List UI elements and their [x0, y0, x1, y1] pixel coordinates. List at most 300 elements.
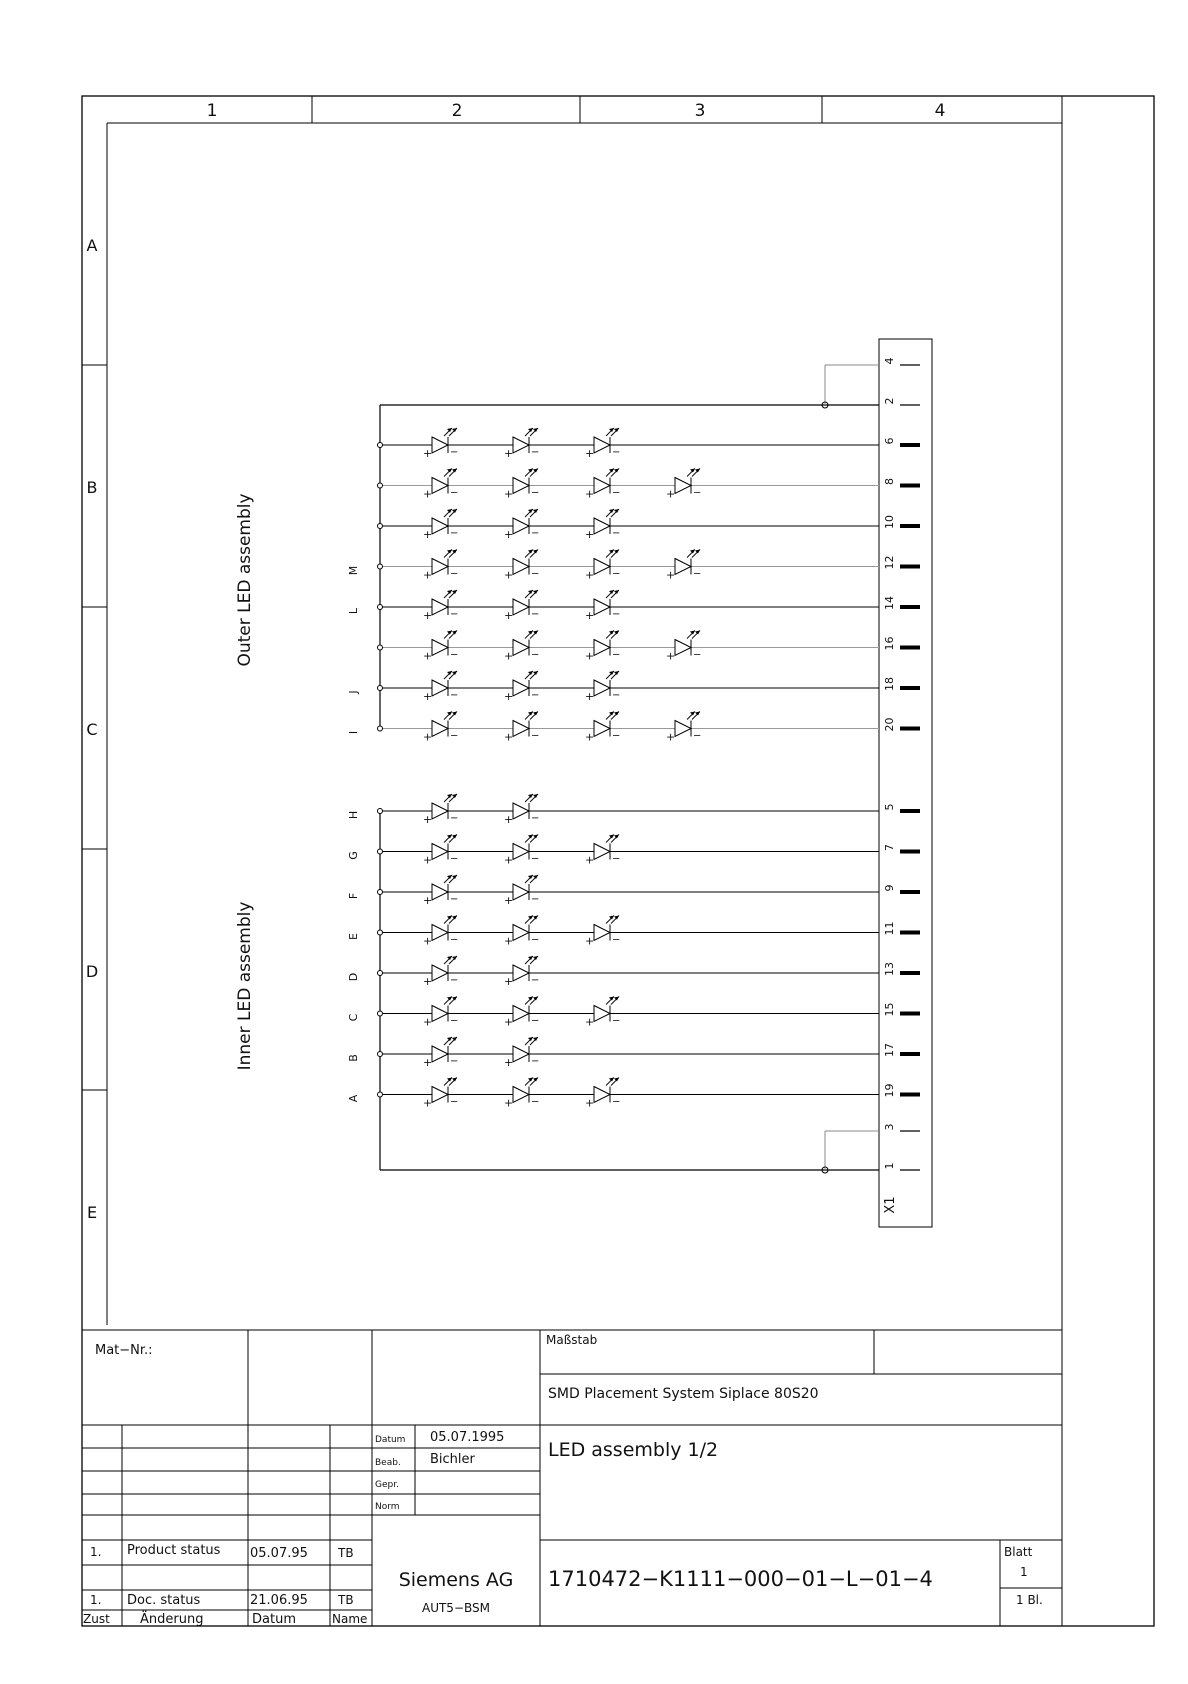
outer-row-6-4-led-plus: +	[666, 649, 676, 663]
outer-row-5-3-led-arrowhead-1	[609, 590, 614, 594]
inner-row-8-1-led-arrowhead-2	[452, 1078, 457, 1082]
outer-row-8-4-led-triangle	[675, 721, 691, 737]
inner-row-6-2-led-minus: −	[531, 1015, 540, 1027]
outer-row-6-junction	[378, 645, 383, 650]
inner-row-6-1-led-minus: −	[450, 1015, 459, 1027]
outer-row-8-1-led	[423, 712, 458, 744]
row-label-a: A	[86, 236, 98, 255]
outer-row-4-1-led-triangle	[432, 559, 448, 575]
inner-row-6-3-led-triangle	[594, 1006, 610, 1022]
outer-row-1-3-led-arrowhead-1	[609, 428, 614, 432]
outer-row-5-3-led-arrowhead-2	[614, 590, 619, 594]
inner-row-8-2-led-triangle	[513, 1087, 529, 1103]
outer-row-5-3-led	[585, 590, 620, 622]
outer-row-5-2-led-arrowhead-1	[528, 590, 533, 594]
blatt-value: 1	[1020, 1565, 1028, 1579]
inner-row-6-junction	[378, 1011, 383, 1016]
outer-row-3-2-led-plus: +	[504, 528, 514, 541]
outer-row-5-1-led-minus: −	[450, 609, 459, 620]
outer-row-1-2-led-triangle	[513, 437, 529, 453]
outer-row-3-3-led-arrowhead-2	[614, 509, 619, 513]
inner-row-4-1-led-triangle	[432, 925, 448, 941]
outer-row-5-3-led-triangle	[594, 599, 610, 615]
outer-row-2-1-led-arrowhead-2	[452, 469, 457, 473]
inner-row-1-1-led-plus: +	[423, 813, 433, 826]
inner-row-6-3-led-arrowhead-1	[609, 997, 614, 1001]
inner-row-5-1-led	[423, 956, 458, 988]
inner-row-1-2-led-arrowhead-1	[528, 794, 533, 798]
inner-row-4-2-led-triangle	[513, 925, 529, 941]
outer-row-1-2-led	[504, 428, 539, 460]
outer-row-3-3-led-triangle	[594, 518, 610, 534]
inner-row-8-2-led-minus: −	[531, 1096, 540, 1108]
connector-name: X1	[883, 1196, 898, 1214]
inner-row-1-1-led-triangle	[432, 803, 448, 819]
pin-label-2: 2	[883, 397, 896, 405]
outer-row-6-1-led-triangle	[432, 640, 448, 656]
inner-row-8-2-led-plus: +	[504, 1096, 514, 1110]
outer-row-7-2-led-arrowhead-1	[528, 671, 533, 675]
inner-row-5-1-led-triangle	[432, 965, 448, 981]
outer-row-7-1-led	[423, 671, 458, 703]
inner-row-3-1-led-minus: −	[450, 894, 459, 905]
inner-row-7-1-led-plus: +	[423, 1056, 433, 1069]
outer-row-6-3-led-plus: +	[585, 649, 595, 663]
outer-row-5-2-led-triangle	[513, 599, 529, 615]
inner-row-2-3-led-plus: +	[585, 853, 595, 867]
outer-row-7-junction	[378, 686, 383, 691]
outer-row-8-2-led	[504, 712, 539, 744]
inner-row-8-3-led-plus: +	[585, 1096, 595, 1110]
datum-value: 05.07.1995	[430, 1430, 505, 1445]
inner-row-2-3-led	[585, 835, 620, 867]
inner-row-5-label: D	[347, 972, 360, 982]
inner-row-4-2-led-plus: +	[504, 934, 514, 948]
outer-row-6-4-led-minus: −	[693, 649, 702, 661]
inner-row-7-2-led-triangle	[513, 1046, 529, 1062]
outer-row-6-1-led	[423, 631, 458, 663]
drawing-number: 1710472−K1111−000−01−L−01−4	[548, 1567, 933, 1591]
outer-row-5-junction	[378, 605, 383, 610]
outer-row-1-3-led-minus: −	[612, 447, 621, 458]
outer-row-1-3-led-triangle	[594, 437, 610, 453]
outer-row-4-3-led	[585, 550, 620, 582]
outer-row-3-1-led-minus: −	[450, 528, 459, 539]
inner-row-7-2-led-arrowhead-1	[528, 1037, 533, 1041]
outer-row-4-2-led-arrowhead-1	[528, 550, 533, 554]
inner-row-8-1-led-arrowhead-1	[447, 1078, 452, 1082]
title-block	[82, 1330, 1062, 1627]
inner-row-2-3-led-triangle	[594, 844, 610, 860]
outer-row-4-1-led-arrowhead-1	[447, 550, 452, 554]
outer-row-3-2-led-minus: −	[531, 528, 540, 539]
inner-row-2-label: G	[347, 851, 360, 860]
outer-row-4-1-led-arrowhead-2	[452, 550, 457, 554]
header-zust: Zust	[83, 1612, 110, 1626]
inner-row-2-2-led-plus: +	[504, 853, 514, 867]
outer-row-7-1-led-triangle	[432, 680, 448, 696]
header-date: Datum	[252, 1612, 296, 1627]
inner-row-5-1-led-arrowhead-2	[452, 956, 457, 960]
outer-row-7-3-led-triangle	[594, 680, 610, 696]
outer-row-8-1-led-arrowhead-1	[447, 712, 452, 716]
outer-row-6-pin-label: 16	[883, 636, 896, 651]
outer-row-7-1-led-arrowhead-1	[447, 671, 452, 675]
inner-row-7-1-led	[423, 1037, 458, 1069]
inner-row-6-3-led	[585, 997, 620, 1029]
inner-row-7-1-led-arrowhead-1	[447, 1037, 452, 1041]
outer-row-1-1-led-arrowhead-2	[452, 428, 457, 432]
inner-row-1-1-led-minus: −	[450, 813, 459, 824]
outer-row-7-2-led-plus: +	[504, 690, 514, 703]
inner-row-6-3-led-minus: −	[612, 1015, 621, 1027]
outer-row-8-3-led-minus: −	[612, 730, 621, 742]
inner-row-2-pin-label: 7	[883, 844, 896, 851]
outer-row-4-label: M	[347, 565, 360, 576]
outer-row-4-1-led-minus: −	[450, 568, 459, 580]
inner-row-5-1-led-arrowhead-1	[447, 956, 452, 960]
outer-row-2-3-led-minus: −	[612, 487, 621, 499]
inner-row-8-3-led-triangle	[594, 1087, 610, 1103]
outer-row-1-1-led-triangle	[432, 437, 448, 453]
inner-row-5-2-led-arrowhead-1	[528, 956, 533, 960]
outer-row-3-3-led-minus: −	[612, 528, 621, 539]
outer-row-6-1-led-plus: +	[423, 649, 433, 663]
row-label-b: B	[86, 478, 98, 497]
outer-row-3-2-led-arrowhead-2	[533, 509, 538, 513]
beab-label: Beab.	[375, 1458, 401, 1468]
row-label-d: D	[85, 962, 99, 981]
inner-row-8-3-led-minus: −	[612, 1096, 621, 1108]
outer-row-7-3-led	[585, 671, 620, 703]
outer-row-5-3-led-plus: +	[585, 609, 595, 622]
outer-row-2-1-led	[423, 469, 458, 501]
outer-row-6-1-led-minus: −	[450, 649, 459, 661]
inner-row-1-pin-label: 5	[883, 803, 896, 811]
outer-row-8-3-led-arrowhead-1	[609, 712, 614, 716]
outer-row-5-2-led-arrowhead-2	[533, 590, 538, 594]
inner-row-1-2-led	[504, 794, 539, 826]
outer-row-2-pin-label: 8	[883, 478, 896, 485]
inner-row-7-1-led-triangle	[432, 1046, 448, 1062]
outer-row-4-4-led-triangle	[675, 559, 691, 575]
outer-row-6-2-led-arrowhead-1	[528, 631, 533, 635]
outer-row-5-3-led-minus: −	[612, 609, 621, 620]
outer-row-1-3-led-arrowhead-2	[614, 428, 619, 432]
department: AUT5−BSM	[421, 1601, 491, 1615]
drawing-title: LED assembly 1/2	[548, 1439, 719, 1461]
inner-row-8-junction	[378, 1092, 383, 1097]
inner-row-7-2-led	[504, 1037, 539, 1069]
outer-row-5-2-led-plus: +	[504, 609, 514, 622]
outer-row-5-1-led-plus: +	[423, 609, 433, 622]
outer-row-2-4-led-arrowhead-2	[695, 469, 700, 473]
inner-row-3-pin-label: 9	[883, 884, 896, 892]
led-rows	[347, 428, 920, 1110]
inner-row-8-pin-label: 19	[883, 1083, 896, 1098]
datum-label: Datum	[375, 1435, 406, 1445]
inner-row-6-pin-label: 15	[883, 1002, 896, 1017]
outer-row-6-4-led-triangle	[675, 640, 691, 656]
inner-row-3-1-led-plus: +	[423, 894, 433, 907]
outer-row-2-2-led-arrowhead-1	[528, 469, 533, 473]
outer-row-8-label: I	[347, 730, 360, 735]
inner-row-8-1-led-plus: +	[423, 1096, 433, 1110]
outer-row-8-1-led-triangle	[432, 721, 448, 737]
inner-row-6-2-led-arrowhead-1	[528, 997, 533, 1001]
inner-row-2-3-led-arrowhead-2	[614, 835, 619, 839]
revision-2-zust: 1.	[90, 1593, 102, 1607]
outer-row-4-3-led-arrowhead-2	[614, 550, 619, 554]
revision-1-change: Product status	[127, 1543, 221, 1558]
inner-row-8-2-led-arrowhead-1	[528, 1078, 533, 1082]
outer-row-7-1-led-arrowhead-2	[452, 671, 457, 675]
inner-row-1-2-led-arrowhead-2	[533, 794, 538, 798]
inner-row-1-junction	[378, 809, 383, 814]
outer-row-4-4-led-arrowhead-1	[690, 550, 695, 554]
outer-row-7-pin-label: 18	[883, 677, 896, 691]
inner-row-5-2-led-arrowhead-2	[533, 956, 538, 960]
inner-row-5-1-led-plus: +	[423, 975, 433, 988]
inner-row-3-label: F	[347, 892, 360, 900]
inner-row-7-label: B	[347, 1054, 360, 1062]
inner-row-7-2-led-arrowhead-2	[533, 1037, 538, 1041]
inner-row-2-3-led-minus: −	[612, 853, 621, 865]
outer-row-6-3-led-arrowhead-2	[614, 631, 619, 635]
inner-row-4-pin-label: 11	[883, 921, 896, 936]
outer-group-label: Outer LED assembly	[235, 493, 255, 667]
inner-row-3-1-led-arrowhead-1	[447, 875, 452, 879]
outer-row-4-2-led	[504, 550, 539, 582]
outer-row-7-3-led-minus: −	[612, 690, 621, 701]
outer-row-5-1-led-arrowhead-1	[447, 590, 452, 594]
revision-1-date: 05.07.95	[250, 1546, 308, 1561]
inner-row-4-2-led-arrowhead-2	[533, 916, 538, 920]
outer-row-1-2-led-arrowhead-2	[533, 428, 538, 432]
outer-row-4-1-led-plus: +	[423, 568, 433, 582]
inner-row-8-1-led-triangle	[432, 1087, 448, 1103]
outer-row-2-1-led-minus: −	[450, 487, 459, 499]
inner-row-3-2-led-minus: −	[531, 894, 540, 905]
inner-row-2-1-led-arrowhead-2	[452, 835, 457, 839]
column-label-2: 2	[451, 101, 463, 121]
inner-row-8-3-led-arrowhead-1	[609, 1078, 614, 1082]
outer-row-1-1-led-plus: +	[423, 447, 433, 460]
inner-row-5-pin-label: 13	[883, 962, 896, 976]
outer-row-2-4-led-minus: −	[693, 487, 702, 499]
header-change: Änderung	[140, 1612, 204, 1627]
outer-row-7-3-led-arrowhead-2	[614, 671, 619, 675]
outer-row-2-2-led	[504, 469, 539, 501]
inner-row-6-3-led-plus: +	[585, 1015, 595, 1029]
sheets-value: 1 Bl.	[1016, 1593, 1043, 1607]
inner-row-5-2-led	[504, 956, 539, 988]
outer-row-7-2-led-minus: −	[531, 690, 540, 701]
inner-row-8-1-led-minus: −	[450, 1096, 459, 1108]
outer-row-4-4-led-plus: +	[666, 568, 676, 582]
outer-row-6-1-led-arrowhead-1	[447, 631, 452, 635]
inner-row-4-3-led-arrowhead-2	[614, 916, 619, 920]
outer-row-4-3-led-triangle	[594, 559, 610, 575]
outer-row-5-label: L	[347, 607, 360, 615]
inner-row-2-2-led-arrowhead-2	[533, 835, 538, 839]
outer-row-8-4-led-arrowhead-2	[695, 712, 700, 716]
outer-row-1-3-led-plus: +	[585, 447, 595, 460]
outer-row-1-junction	[378, 443, 383, 448]
revision-2-change: Doc. status	[127, 1593, 201, 1608]
outer-row-6-4-led-arrowhead-1	[690, 631, 695, 635]
inner-row-2-1-led-plus: +	[423, 853, 433, 867]
outer-row-3-3-led-arrowhead-1	[609, 509, 614, 513]
outer-row-3-2-led-arrowhead-1	[528, 509, 533, 513]
inner-row-6-1-led-plus: +	[423, 1015, 433, 1029]
outer-row-4-2-led-minus: −	[531, 568, 540, 580]
outer-row-3-2-led	[504, 509, 539, 541]
outer-row-4-3-led-arrowhead-1	[609, 550, 614, 554]
outer-row-4-4-led	[666, 550, 701, 582]
revision-2-name: TB	[338, 1593, 354, 1607]
outer-row-8-pin-label: 20	[883, 717, 896, 732]
outer-row-2-1-led-plus: +	[423, 487, 433, 501]
outer-row-4-1-led	[423, 550, 458, 582]
inner-row-4-1-led-minus: −	[450, 934, 459, 946]
outer-row-3-1-led	[423, 509, 458, 541]
inner-row-3-junction	[378, 890, 383, 895]
mat-nr-label: Mat−Nr.:	[95, 1343, 153, 1358]
outer-row-7-3-led-arrowhead-1	[609, 671, 614, 675]
inner-row-4-2-led	[504, 916, 539, 948]
outer-row-8-3-led-plus: +	[585, 730, 595, 744]
outer-row-1-2-led-arrowhead-1	[528, 428, 533, 432]
inner-row-5-2-led-triangle	[513, 965, 529, 981]
outer-row-8-1-led-arrowhead-2	[452, 712, 457, 716]
outer-row-7-2-led	[504, 671, 539, 703]
outer-row-2-3-led-plus: +	[585, 487, 595, 501]
outer-row-8-3-led-arrowhead-2	[614, 712, 619, 716]
outer-row-5-1-led	[423, 590, 458, 622]
outer-row-8-1-led-minus: −	[450, 730, 459, 742]
inner-row-4-1-led-arrowhead-1	[447, 916, 452, 920]
outer-row-4-3-led-plus: +	[585, 568, 595, 582]
inner-row-3-2-led-plus: +	[504, 894, 514, 907]
outer-row-2-1-led-arrowhead-1	[447, 469, 452, 473]
outer-row-4-4-led-arrowhead-2	[695, 550, 700, 554]
scale-label: Maßstab	[546, 1333, 598, 1347]
outer-row-2-2-led-triangle	[513, 478, 529, 494]
inner-row-1-label: H	[347, 810, 360, 820]
outer-row-2-2-led-minus: −	[531, 487, 540, 499]
inner-row-8-2-led	[504, 1078, 539, 1110]
outer-row-8-2-led-minus: −	[531, 730, 540, 742]
outer-row-8-3-led-triangle	[594, 721, 610, 737]
inner-row-6-label: C	[347, 1013, 360, 1022]
revision-2-date: 21.06.95	[250, 1593, 308, 1608]
outer-row-4-pin-label: 12	[883, 555, 896, 570]
inner-row-4-3-led-arrowhead-1	[609, 916, 614, 920]
outer-row-8-junction	[378, 726, 383, 731]
outer-row-7-2-led-triangle	[513, 680, 529, 696]
outer-row-2-4-led-plus: +	[666, 487, 676, 501]
inner-row-6-2-led-triangle	[513, 1006, 529, 1022]
inner-row-4-3-led-plus: +	[585, 934, 595, 948]
outer-row-1-1-led-arrowhead-1	[447, 428, 452, 432]
outer-row-2-4-led-arrowhead-1	[690, 469, 695, 473]
outer-row-6-2-led-plus: +	[504, 649, 514, 663]
inner-row-8-3-led	[585, 1078, 620, 1110]
inner-row-2-1-led-triangle	[432, 844, 448, 860]
column-label-4: 4	[934, 101, 946, 121]
outer-row-8-4-led	[666, 712, 701, 744]
outer-row-2-2-led-arrowhead-2	[533, 469, 538, 473]
inner-row-6-2-led-plus: +	[504, 1015, 514, 1029]
outer-row-3-3-led-plus: +	[585, 528, 595, 541]
outer-row-6-3-led-triangle	[594, 640, 610, 656]
outer-row-1-1-led	[423, 428, 458, 460]
outer-row-3-1-led-plus: +	[423, 528, 433, 541]
row-label-c: C	[86, 720, 98, 739]
inner-row-2-3-led-arrowhead-1	[609, 835, 614, 839]
inner-row-3-1-led	[423, 875, 458, 907]
outer-row-3-1-led-arrowhead-2	[452, 509, 457, 513]
inner-row-1-1-led	[423, 794, 458, 826]
inner-row-2-2-led-arrowhead-1	[528, 835, 533, 839]
inner-row-1-2-led-triangle	[513, 803, 529, 819]
inner-row-7-pin-label: 17	[883, 1043, 896, 1057]
outer-row-6-1-led-arrowhead-2	[452, 631, 457, 635]
inner-row-4-3-led-minus: −	[612, 934, 621, 946]
outer-row-8-2-led-triangle	[513, 721, 529, 737]
outer-row-8-2-led-arrowhead-1	[528, 712, 533, 716]
inner-row-5-junction	[378, 971, 383, 976]
inner-row-6-3-led-arrowhead-2	[614, 997, 619, 1001]
inner-group-label: Inner LED assembly	[235, 901, 255, 1071]
outer-row-7-1-led-plus: +	[423, 690, 433, 703]
outer-row-6-3-led-arrowhead-1	[609, 631, 614, 635]
company-name: Siemens AG	[398, 1569, 514, 1591]
inner-row-3-2-led	[504, 875, 539, 907]
inner-row-8-3-led-arrowhead-2	[614, 1078, 619, 1082]
inner-row-3-2-led-triangle	[513, 884, 529, 900]
outer-row-4-2-led-arrowhead-2	[533, 550, 538, 554]
project-name: SMD Placement System Siplace 80S20	[548, 1386, 819, 1402]
inner-row-3-2-led-arrowhead-2	[533, 875, 538, 879]
outer-row-7-label: J	[347, 690, 360, 694]
outer-row-6-4-led-arrowhead-2	[695, 631, 700, 635]
outer-row-6-2-led	[504, 631, 539, 663]
outer-row-3-junction	[378, 524, 383, 529]
inner-row-1-1-led-arrowhead-1	[447, 794, 452, 798]
inner-row-1-2-led-plus: +	[504, 813, 514, 826]
outer-row-4-3-led-minus: −	[612, 568, 621, 580]
inner-row-4-3-led-triangle	[594, 925, 610, 941]
outer-row-8-2-led-plus: +	[504, 730, 514, 744]
outer-row-8-2-led-arrowhead-2	[533, 712, 538, 716]
outer-row-2-junction	[378, 483, 383, 488]
inner-row-3-2-led-arrowhead-1	[528, 875, 533, 879]
inner-row-1-1-led-arrowhead-2	[452, 794, 457, 798]
outer-row-8-4-led-minus: −	[693, 730, 702, 742]
blatt-label: Blatt	[1004, 1545, 1033, 1559]
inner-row-4-1-led-plus: +	[423, 934, 433, 948]
outer-row-4-2-led-triangle	[513, 559, 529, 575]
outer-row-6-4-led	[666, 631, 701, 663]
outer-row-1-2-led-plus: +	[504, 447, 514, 460]
inner-row-6-1-led-arrowhead-1	[447, 997, 452, 1001]
outer-row-4-2-led-plus: +	[504, 568, 514, 582]
outer-row-5-1-led-arrowhead-2	[452, 590, 457, 594]
outer-row-7-3-led-plus: +	[585, 690, 595, 703]
outer-row-2-4-led-triangle	[675, 478, 691, 494]
